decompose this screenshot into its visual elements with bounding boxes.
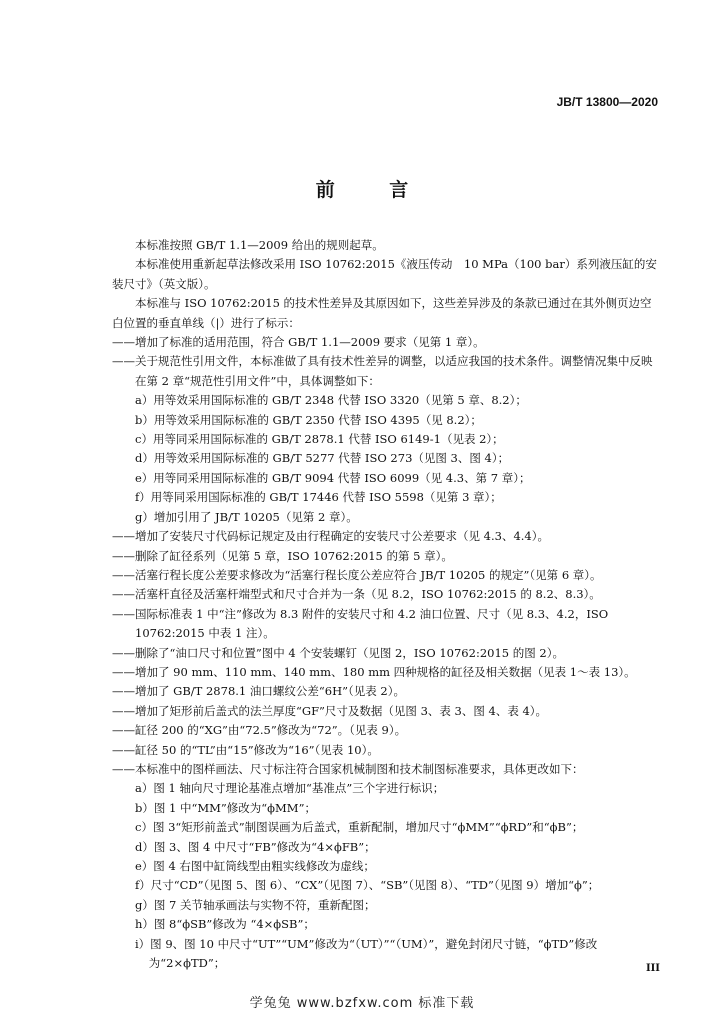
list-item: e）图 4 右图中缸筒线型由粗实线修改为虚线； [135,859,375,873]
change-entry [112,682,660,701]
dash-mark: —— [112,723,135,738]
list-item: c）图 3“矩形前盖式”制图误画为后盖式，重新配制，增加尺寸“ϕMM”“ϕRD”和“ϕB”； [135,820,584,835]
dash-mark: —— [112,354,135,369]
change-text: 增加了 90 mm、110 mm、140 mm、180 mm 四种规格的缸径及相关数据（见表 1～表 13）。 [135,664,636,679]
change-entry [112,527,660,546]
dash-mark: —— [112,529,135,544]
list-item: f）用等同采用国际标准的 GB/T 17446 代替 ISO 5598（见第 3 章）； [135,490,502,505]
change-entry [112,663,660,682]
change-entry [112,333,660,352]
dash-mark: —— [112,703,135,718]
paragraph: 本标准使用重新起草法修改采用 ISO 10762:2015《液压传动 10 MPa（100 bar）系列液压缸的安装尺寸》（英文版）。 [112,257,657,291]
dash-mark: —— [112,587,135,602]
standard-number: JB/T 13800—2020 [556,95,658,109]
change-text: 本标准中的图样画法、尺寸标注符合国家机械制图和技术制图标准要求，具体更改如下： [135,761,584,776]
dash-mark: —— [112,684,135,699]
list-item: i）图 9、图 10 中尺寸“UT”“UM”修改为“（UT）”“（UM）”，避免封闭尺寸链，“ϕTD”修改为“2×ϕTD”； [135,936,598,971]
list-item: g）图 7 关节轴承画法与实物不符，重新配图； [135,897,376,912]
paragraph: 本标准与 ISO 10762:2015 的技术性差异及其原因如下，这些差异涉及的条款已通过在其外侧页边空白位置的垂直单线（|）进行了标示： [112,296,652,330]
change-entry [112,721,660,740]
list-item: a）图 1 轴向尺寸理论基准点增加“基准点”三个字进行标识； [135,781,445,796]
change-text: 增加了矩形前后盖式的法兰厚度“GF”尺寸及数据（见图 3、表 3、图 4、表 4）。 [135,703,548,718]
dash-mark: —— [112,606,135,621]
dash-mark: —— [112,761,135,776]
dash-mark: —— [112,645,135,660]
change-entry [112,547,660,566]
dash-mark: —— [112,742,135,757]
dash-mark: —— [112,548,135,563]
change-entry [112,352,660,391]
change-entry [112,566,660,585]
page-title: 前 言 [315,179,433,201]
change-text: 活塞杆直径及活塞杆端型式和尺寸合并为一条（见 8.2，ISO 10762:2015 的 8.2、8.3）。 [135,587,601,602]
list-item: g）增加引用了 JB/T 10205（见第 2 章）。 [135,509,358,524]
list-item: e）用等同采用国际标准的 GB/T 9094 代替 ISO 6099（见 4.3、第 7 章）； [135,470,531,485]
change-text: 删除了缸径系列（见第 5 章，ISO 10762:2015 的第 5 章）。 [135,548,453,563]
change-text: 删除了“油口尺寸和位置”图中 4 个安装螺钉（见图 2，ISO 10762:2015 的图 2）。 [135,645,564,660]
list-item: c）用等同采用国际标准的 GB/T 2878.1 代替 ISO 6149-1（见表 2）； [135,432,504,447]
list-item: f）尺寸“CD”（见图 5、图 6）、“CX”（见图 7）、“SB”（见图 8）、“TD”（见图 9）增加“ϕ”； [135,878,600,893]
change-text: 增加了标准的适用范围，符合 GB/T 1.1—2009 要求（见第 1 章）。 [135,335,485,350]
change-text: 活塞行程长度公差要求修改为“活塞行程长度公差应符合 JB/T 10205 的规定”（见第 6 章）。 [135,567,602,582]
change-entry [112,741,660,760]
page-number: III [645,963,660,974]
change-text: 国际标准表 1 中“注”修改为 8.3 附件的安装尺寸和 4.2 油口位置、尺寸（见 8.3、4.2，ISO 10762:2015 中表 1 注）。 [135,606,609,641]
change-entry [112,702,660,721]
list-item: d）图 3、图 4 中尺寸“FB”修改为“4×ϕFB”； [135,839,376,854]
dash-mark: —— [112,567,135,582]
change-entry [112,585,660,604]
change-entry [112,644,660,663]
list-item: h）图 8“ϕSB”修改为 “4×ϕSB”； [135,917,315,932]
dash-mark: —— [112,664,135,679]
change-text: 缸径 200 的“XG”由“72.5”修改为“72”。（见表 9）。 [135,723,407,738]
change-text: 缸径 50 的“TL”由“15”修改为“16”（见表 10）。 [135,742,379,757]
dash-mark: —— [112,335,135,350]
list-item: d）用等效采用国际标准的 GB/T 5277 代替 ISO 273（见图 3、图 4）； [135,451,510,466]
footer-watermark: 学兔兔 www.bzfxw.com 标准下载 [249,996,475,1011]
list-item: b）图 1 中“MM”修改为“ϕMM”； [135,800,316,815]
paragraph: 本标准按照 GB/T 1.1—2009 给出的规则起草。 [135,238,384,252]
list-item: b）用等效采用国际标准的 GB/T 2350 代替 ISO 4395（见 8.2）； [135,412,482,427]
change-entry [112,760,660,779]
change-text: 增加了 GB/T 2878.1 油口螺纹公差“6H”（见表 2）。 [135,684,405,699]
change-text: 增加了安装尺寸代码标记规定及由行程确定的安装尺寸公差要求（见 4.3、4.4）。 [135,529,549,544]
document-body [112,236,660,973]
change-entry [112,605,660,644]
change-text: 关于规范性引用文件，本标准做了具有技术性差异的调整，以适应我国的技术条件。调整情况集中反映在第 2 章“规范性引用文件”中，具体调整如下： [135,354,653,388]
list-item: a）用等效采用国际标准的 GB/T 2348 代替 ISO 3320（见第 5 章、8.2）； [135,393,527,408]
